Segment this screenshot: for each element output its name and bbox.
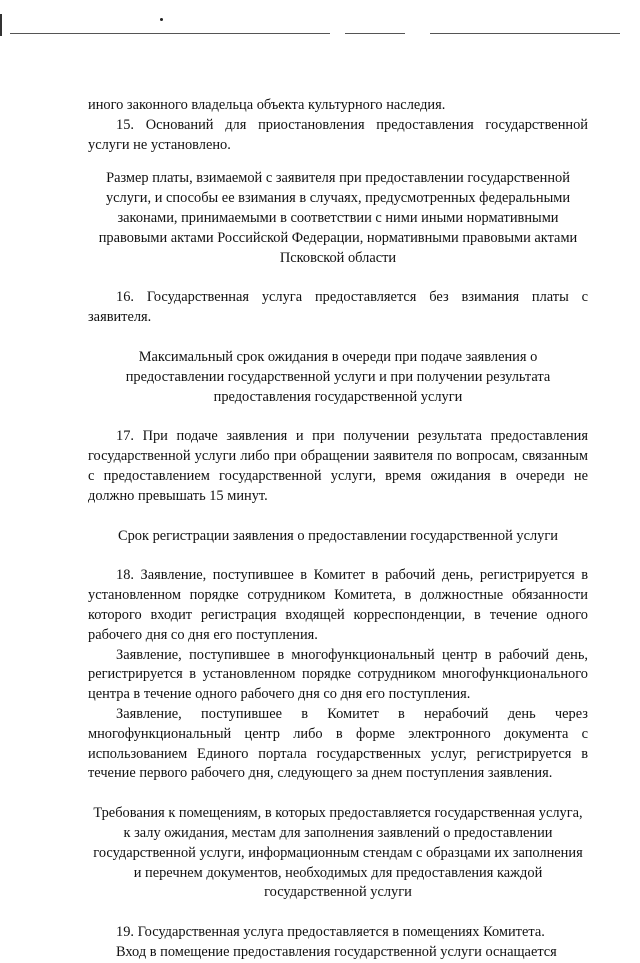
scan-top-line — [345, 33, 405, 34]
scan-edge-mark — [0, 14, 2, 36]
document-page — [88, 96, 588, 963]
paragraph-18-mfc: Заявление, поступившее в многофункциональный центр в рабочий день, регистрируется в установленном порядке сотрудником многофункционального центра в течение одного рабочего дня со дня его поступления. — [88, 646, 588, 703]
paragraph-18: 18. Заявление, поступившее в Комитет в рабочий день, регистрируется в установленном порядке сотрудником Комитета, в должностные обязанности которого входит регистрация входящей корреспонденции, в течение одного рабочего дня со дня его поступления. — [88, 567, 588, 643]
section-heading-registration: Срок регистрации заявления о предоставлении государственной услуги — [118, 527, 558, 544]
section-heading-queue: Максимальный срок ожидания в очереди при подаче заявления о предоставлении государственной услуги и при получении результата предоставления государственной услуги — [125, 348, 551, 405]
section-heading-fee: Размер платы, взимаемой с заявителя при предоставлении государственной услуги, и способы ее взимания в случаях, предусмотренных федеральными законами, принимаемыми в соответствии с ними иными нормативными правовыми актами Российской Федерации, нормативными правовыми актами Псковской области — [98, 170, 578, 266]
paragraph-17: 17. При подаче заявления и при получении результата предоставления государственной услуги либо при обращении заявителя по вопросам, связанным с предоставлением государственной услуги, время ожидания в очереди не должно превышать 15 минут. — [88, 428, 588, 504]
section-heading-rooms: Требования к помещениям, в которых предоставляется государственная услуга, к залу ожидания, местам для заполнения заявлений о предоставлении государственной услуги, информационным стендам с образцами их заполнения и перечнем документов, необходимых для предоставления каждой государственной услуги — [93, 805, 583, 901]
scan-top-line — [10, 33, 330, 34]
paragraph-18-nonworking: Заявление, поступившее в Комитет в нерабочий день через многофункциональный центр либо в форме электронного документа с использованием Единого портала государственных услуг, регистрируется в течение первого рабочего дня, следующего за днем поступления заявления. — [88, 705, 588, 782]
scan-top-line — [430, 33, 620, 34]
paragraph-19-entrance: Вход в помещение предоставления государственной услуги оснащается — [116, 943, 557, 960]
paragraph-19: 19. Государственная услуга предоставляется в помещениях Комитета. — [116, 924, 545, 941]
paragraph: иного законного владельца объекта культурного наследия. — [88, 97, 446, 113]
scan-dot — [160, 18, 163, 21]
paragraph-16: 16. Государственная услуга предоставляется без взимания платы с заявителя. — [88, 289, 588, 326]
paragraph-15: 15. Оснований для приостановления предоставления государственной услуги не установлено. — [88, 116, 588, 153]
